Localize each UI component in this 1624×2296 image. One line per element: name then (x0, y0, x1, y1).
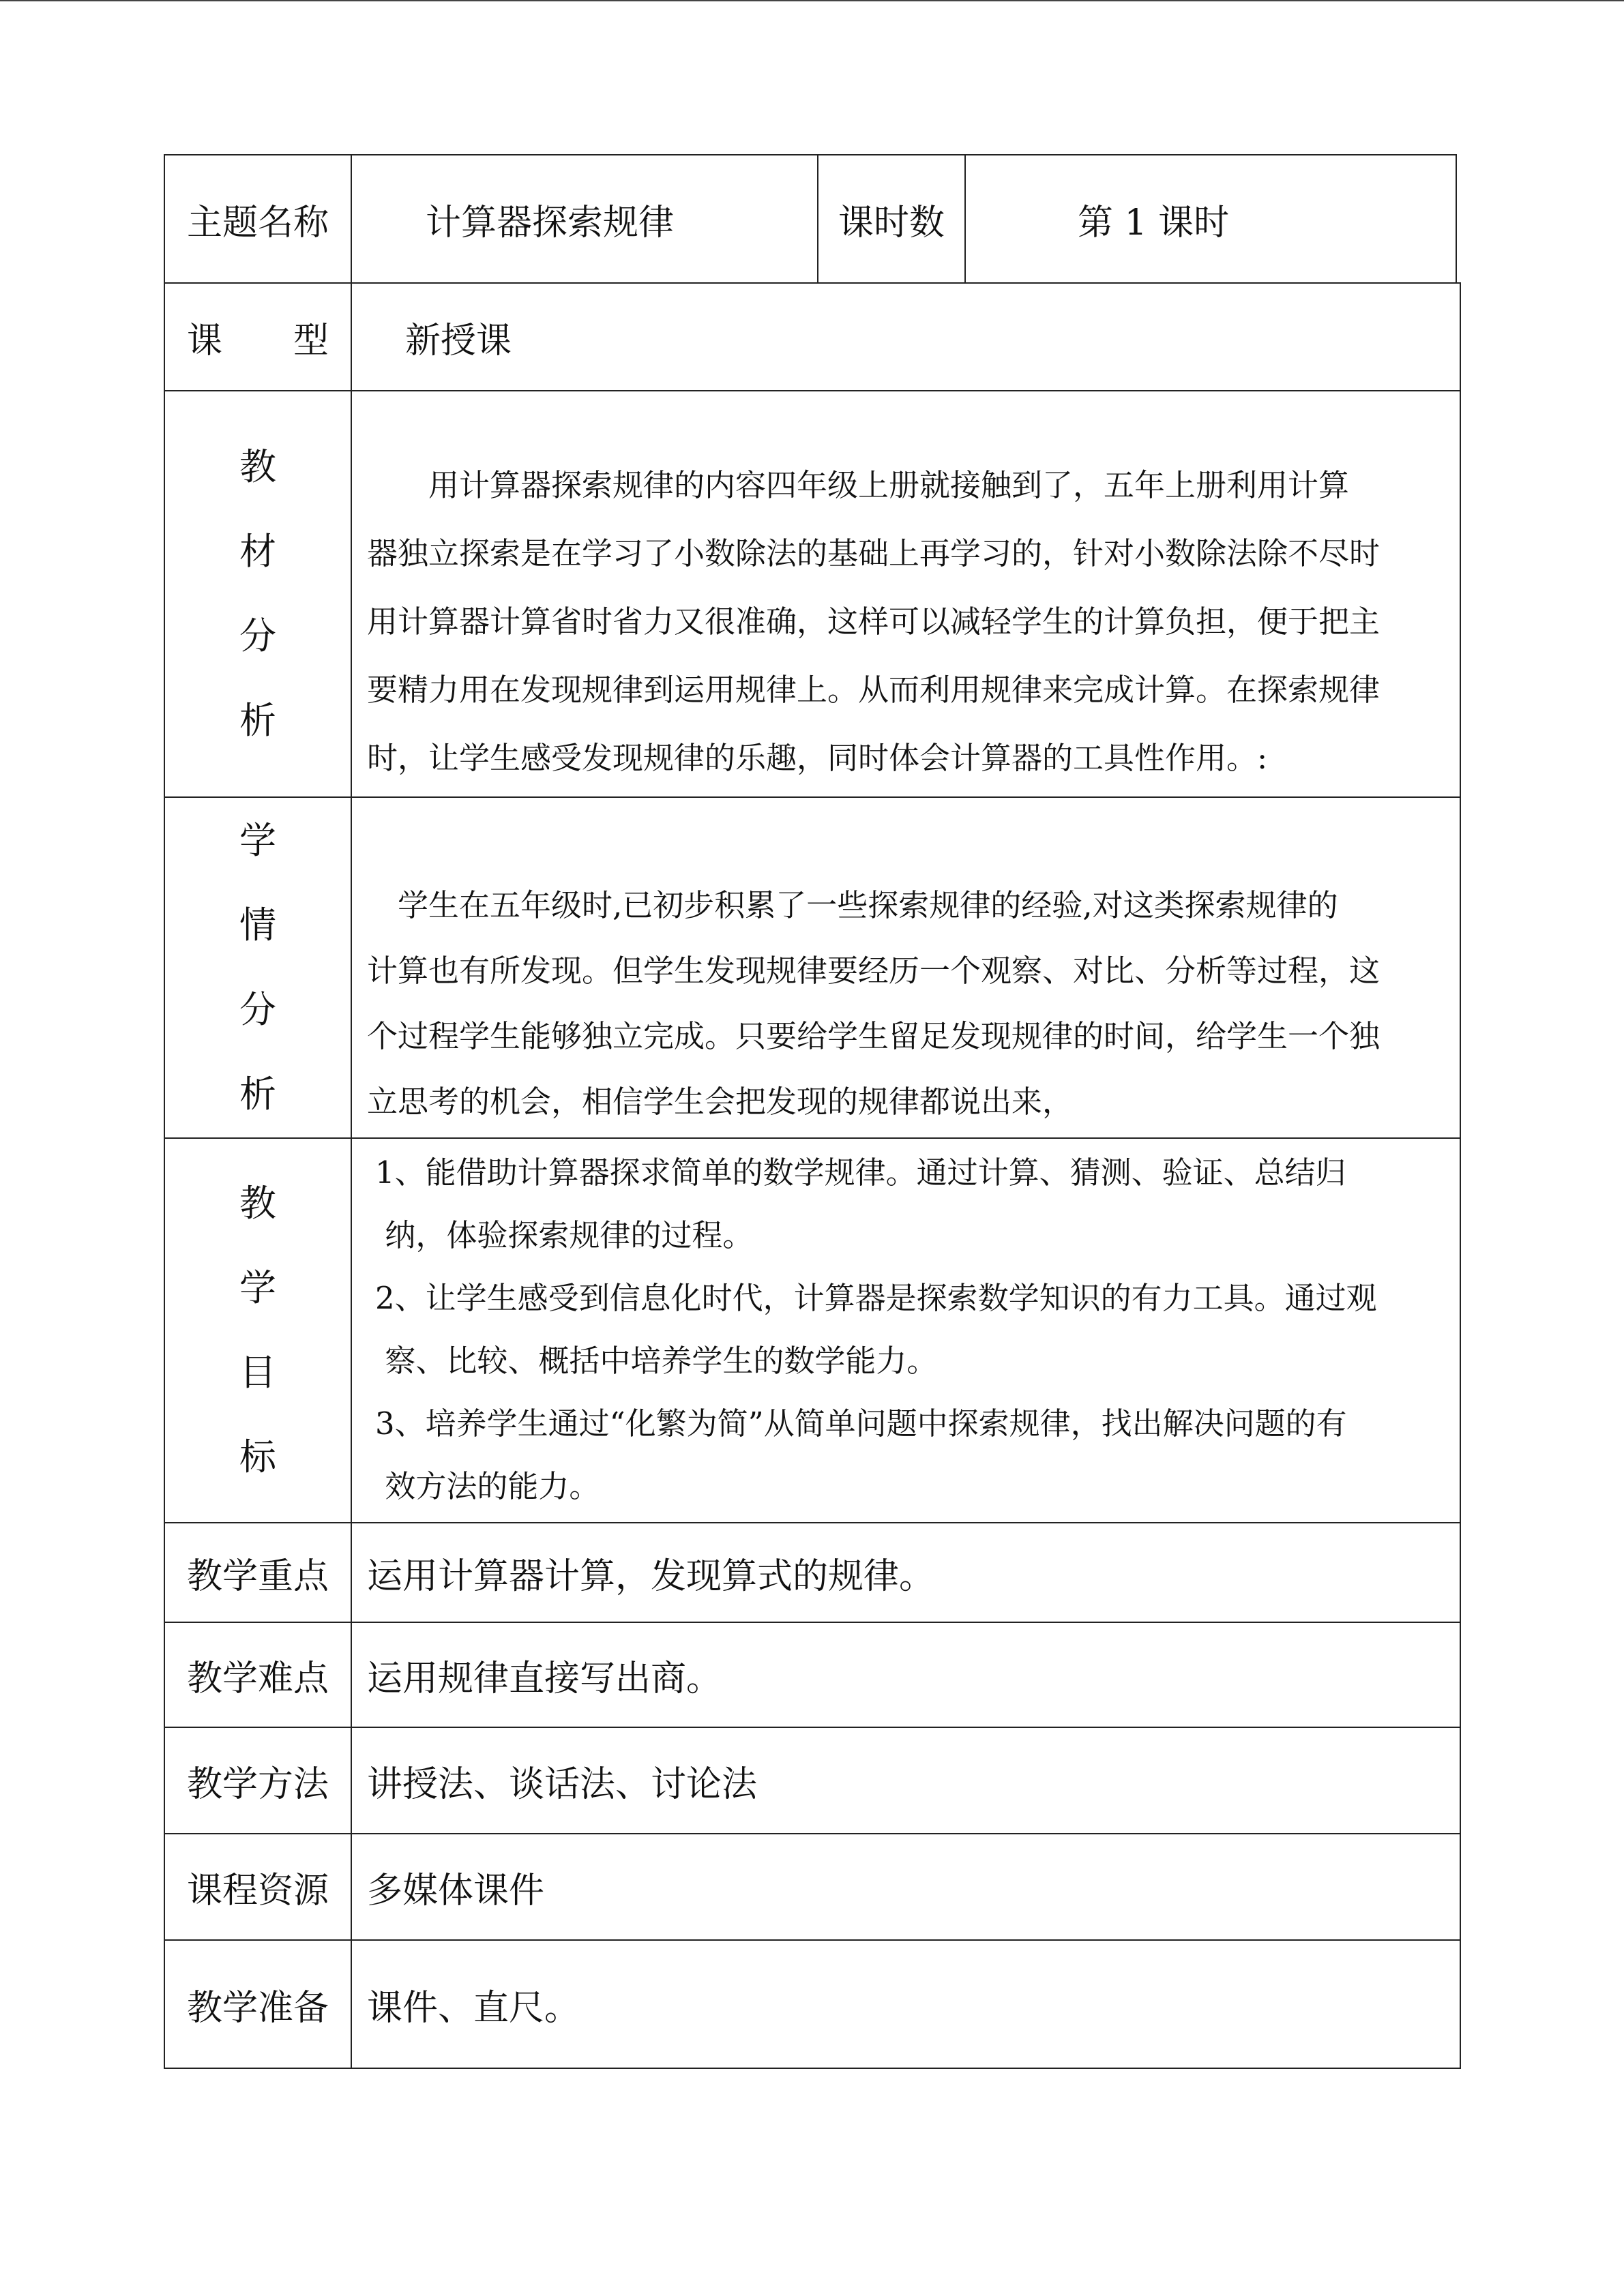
objective-line: 3、培养学生通过“化繁为简”从简单问题中探索规律，找出解决问题的有 (375, 1405, 1347, 1442)
resources-value: 多媒体课件 (351, 1833, 1461, 1941)
student-analysis-line: 立思考的机会，相信学生会把发现的规律都说出来， (367, 1084, 1074, 1120)
material-analysis-line: 用计算器计算省时省力又很准确，这样可以减轻学生的计算负担，便于把主 (367, 603, 1381, 640)
method-label: 教学方法 (164, 1727, 352, 1834)
page-top-border (0, 0, 1624, 1)
type-value: 新授课 (351, 282, 1461, 391)
objective-line: 1、能借助计算器探求简单的数学规律。通过计算、猜测、验证、总结归 (375, 1154, 1346, 1191)
material-analysis-line: 时，让学生感受发现规律的乐趣，同时体会计算器的工具性作用。: (367, 740, 1268, 776)
material-analysis-line: 用计算器探索规律的内容四年级上册就接触到了，五年上册利用计算 (367, 467, 1350, 503)
period-label: 课时数 (817, 154, 966, 284)
material-analysis-label: 教 材 分 析 (164, 390, 352, 798)
objectives-label: 教 学 目 标 (164, 1137, 352, 1523)
student-analysis-line: 学生在五年级时,已初步积累了一些探索规律的经验,对这类探索规律的 (367, 887, 1338, 923)
student-analysis-line: 个过程学生能够独立完成。只要给学生留足发现规律的时间，给学生一个独 (367, 1018, 1381, 1054)
resources-label: 课程资源 (164, 1833, 352, 1941)
objective-line: 察、比较、概括中培养学生的数学能力。 (375, 1343, 938, 1379)
preparation-label: 教学准备 (164, 1939, 352, 2069)
difficulty-label: 教学难点 (164, 1622, 352, 1728)
objective-line: 效方法的能力。 (375, 1468, 600, 1504)
preparation-value: 课件、直尺。 (351, 1939, 1461, 2069)
topic-value: 计算器探索规律 (351, 154, 818, 284)
period-value: 第 1 课时 (964, 154, 1457, 284)
objective-line: 2、让学生感受到信息化时代，计算器是探索数学知识的有力工具。通过观 (375, 1280, 1377, 1316)
material-analysis-line: 要精力用在发现规律到运用规律上。从而利用规律来完成计算。在探索规律 (367, 672, 1381, 708)
type-label: 课 型 (164, 282, 352, 391)
difficulty-value: 运用规律直接写出商。 (351, 1622, 1461, 1728)
student-analysis-line: 计算也有所发现。但学生发现规律要经历一个观察、对比、分析等过程，这 (367, 953, 1381, 989)
method-value: 讲授法、谈话法、讨论法 (351, 1727, 1461, 1834)
student-analysis-label: 学 情 分 析 (164, 796, 352, 1139)
topic-label: 主题名称 (164, 154, 352, 284)
objective-line: 纳，体验探索规律的过程。 (375, 1217, 754, 1253)
key-point-value: 运用计算器计算，发现算式的规律。 (351, 1522, 1461, 1623)
material-analysis-line: 器独立探索是在学习了小数除法的基础上再学习的，针对小数除法除不尽时 (367, 535, 1381, 571)
key-point-label: 教学重点 (164, 1522, 352, 1623)
